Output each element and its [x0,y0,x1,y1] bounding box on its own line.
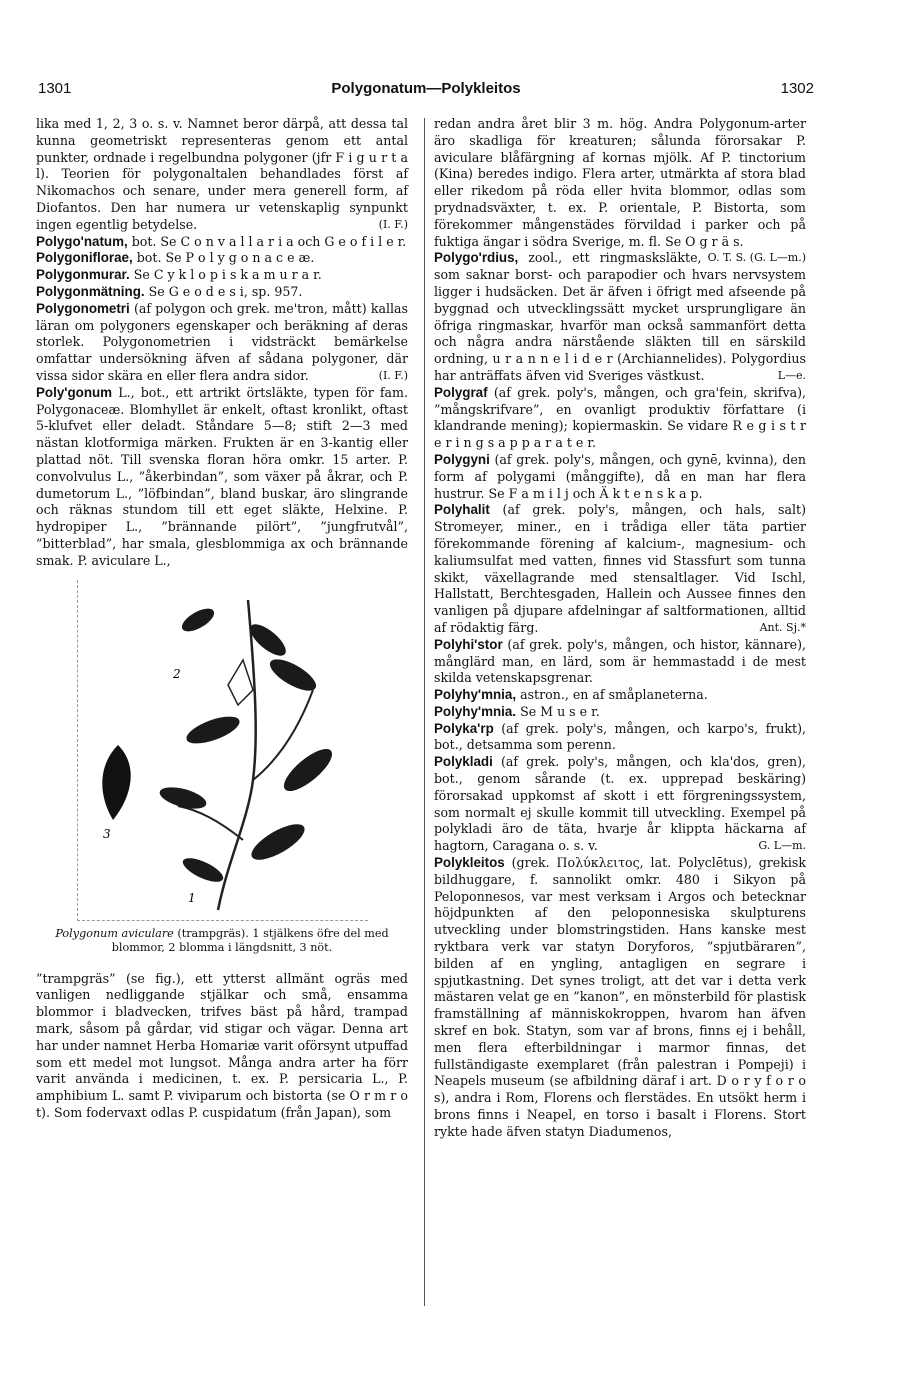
figure-label-2: 2 [172,666,181,681]
entry-text: (af grek. poly's, mången, och histor, kännare), månglärd man, en lärd, som är hemmastadd i de mest skilda vetenskapsgrenar. [434,636,806,686]
entry-polyhistor [434,637,806,687]
entry-text: (af grek. poly's, mången, och gynē, kvinna), den form af polygami (månggifte), då en man har flera hustrur. Se F a m i l j och Ä k t e n s k a p. [434,451,806,501]
column-divider [424,118,425,1306]
page-number-left: 1301 [38,80,72,97]
caption-species: Polygonum aviculare [55,926,174,940]
entry-text: (af grek. poly's, mången, och hals, salt) Stromeyer, miner., en i trådiga eller täta partier förekommande förening af kalcium-, magnesium- och kaliumsulfat med vatten, finnes vid Stassfurt som tunna skikt, växellagrande med stensaltlager. Vid Ischl, Hallstatt, Berchtesgaden, Hallein och Aussee finnes den vanligen på djupare afdelningar af saltformationen, alltid af rödaktig färg. [434,502,806,635]
stem-drawing [218,600,256,910]
right-column [434,116,806,1141]
entry-text: (af grek. poly's, mången, och kla'dos, gren), bot., genom sårande (t. ex. upprepad beskäring) förorsakad uppkomst af skott i ett förgreningssystem, som normalt ej skulle kommit till utveckling. Exempel på polykladi äro de täta, hvarje år klippta häckarna af hagtorn, Caragana o. s. v. [434,754,806,854]
author-signature: (I. F.) [378,217,408,231]
leaf-shape [246,817,309,866]
headword: Polygoniflorae, [36,250,133,266]
plant-figure [36,580,408,955]
entry-text: (grek. Πολύκλειτος, lat. Polyclētus), grekisk bildhuggare, f. sannolikt omkr. 480 i Sikyon på Peloponnesos, var mest verksam i Argos och betecknar höjdpunkten af den peloponnesiska skulpturens utveckling under blomstringstiden. Hans kanske mest ryktbara verk var statyn Doryforos, ”spjutbäraren”, bilden af en yngling, antagligen en segrare i spjutkastning. Det synes troligt, att det var i detta verk mästaren velat ge en ”kanon”, en mönsterbild för plastisk framställning af människokroppen, hvarom han äfven skref en bok. Statyn, som var af brons, finns ej i behåll, men flera efterbildningar i marmor finnas, det fullständigaste exemplaret (från palestran i Pompeji) i Neapels museum (se afbildning däraf i art. D o r y f o r o s), andra i Rom, Florens och flerstädes. En utsökt herm i brons finns i Neapel, en torso i basalt i Florens. Stort rykte hade äfven statyn Diadumenos, [434,855,806,1139]
figure-label-1: 1 [187,890,196,905]
caption-text: (trampgräs). 1 stjälkens öfre del med blommor, 2 blomma i längdsnitt, 3 nöt. [111,926,389,954]
author-signature: (I. F.) [378,368,408,382]
entry-text: L., bot., ett artrikt örtsläkte, typen för fam. Polygonaceæ. Blomhyllet är enkelt, oftast kronlikt, oftast 5-klufvet eller deladt. Ståndare 5—8; stift 2—3 med nästan klotformiga märken. Frukten är en 3-kantig eller plattad nöt. Till svenska floran höra omkr. 15 arter. P. convolvulus L., ”åkerbindan”, som växer på åkrar, och P. dumetorum L., ”löfbindan”, bland buskar, äro slingrande och räknas stundom till ett eget släkte, Helxine. P. hydropiper L., ”brännande pilört”, ”jungfrutvål”, ”bitterblad”, har smala, glesblommiga ax och brännande smak. P. aviculare L., [36,384,408,568]
page-number-right: 1302 [780,80,814,97]
leaf-shape [179,853,226,886]
entry-text: zool., ett ringmasksläkte, som saknar borst- och parapodier och hvars nervsystem ligger i hudsäcken. Det är äfven i öfrigt med afseende på byggnad och utvecklingssätt mycket ursprungligare än öfriga ringmaskar, hvarför man också sammanfört detta och några andra närstående släkten till en särskild ordning, u r a n n e l i d e r (Archiannelides). Polygordius har anträffats äfven vid Sveriges västkust. [434,250,806,383]
leaf-shape [183,711,242,749]
left-column [36,116,408,1122]
headword: Polygonmurar. [36,267,130,283]
entry-polyhymnia [434,704,806,721]
headword: Polyhy'mnia. [434,703,517,719]
leaf-shape [265,653,320,696]
headword: Polyka'rp [434,720,494,736]
entry-text: ”trampgräs” (se fig.), ett ytterst allmänt ogräs med vanligen nedliggande stjälkar och små, ensamma blommor i bladvecken, trifves bäst på hård, trampad mark, såsom på gårdar, vid stigar och vägar. Denna art har under namnet Herba Homariæ varit oförsynt utpuffad som ett medel mot lungsot. Många andra arter ha förr varit använda i medicinen, t. ex. P. persicaria L., P. amphibium L. samt P. viviparum och bistorta (se O r m r o t). Som fodervaxt odlas P. cuspidatum (från Japan), som [36,970,408,1120]
author-signature: O. T. S. (G. L—m.) [707,251,806,265]
nut-drawing [102,745,130,820]
entry-polygonatum [36,234,408,251]
entry-text: (af grek. poly's, mången, och gra'fein, skrifva), ”mångskrifvare”, en ovanligt produktiv författare (i klandrande mening); kopiermaskin. Se vidare R e g i s t r e r i n g s a p p a r a t e r. [434,384,806,451]
entry-polygordius [434,250,806,384]
entry-text: Se G e o d e s i, sp. 957. [144,283,303,299]
entry-text: Se C y k l o p i s k a m u r a r. [129,267,322,283]
entry-polygonum-continued [36,971,408,1122]
entry-text: redan andra året blir 3 m. hög. Andra Polygonum-arter äro skadliga för kreaturen; sålunda förorsakar P. aviculare blåfärgning af kornas mjölk. Af P. tinctorium (Kina) beredes indigo. Flera arter, utmärkta af stora blad eller rikedom på röda eller hvita blommor, odlas som prydnadsväxter, t. ex. P. orientale, P. Bistorta, som förekommer mångenstädes förvildad i parker och på fuktiga ängar i södra Sverige, m. fl. Se O g r ä s. [434,116,806,249]
entry-polygonometri [36,301,408,385]
leaf-shape [157,783,208,813]
page-header [38,80,814,102]
headword: Poly'gonum [36,384,113,400]
branch-drawing [178,806,243,840]
entry-text: bot. Se P o l y g o n a c e æ. [132,250,315,266]
entry-text: lika med 1, 2, 3 o. s. v. Namnet beror därpå, att dessa tal kunna geometriskt representeras genom ett antal punkter, ordnade i regelbundna polygoner (jfr F i g u r t a l). Teorien för polygonaltalen behandlades först af Nikomachos och senare, under mera generell form, af Diofantos. Den har numera ur vetenskaplig synpunkt ingen egentlig betydelse. [36,116,408,232]
entry-polygonaltal-continued [36,116,408,234]
polygonum-illustration [78,580,368,920]
entry-polykleitos [434,855,806,1141]
headword: Polygraf [434,384,488,400]
author-signature: L—e. [777,368,806,382]
entry-polygyni [434,452,806,502]
figure-caption [50,927,394,955]
headword: Polygo'rdius, [434,250,519,266]
entry-polykarp [434,721,806,755]
leaf-shape [277,742,337,797]
headword: Polygonmätning. [36,283,145,299]
headword: Polygyni [434,451,490,467]
headword: Polygo'natum, [36,233,128,249]
entry-polykladi [434,754,806,855]
author-signature: G. L—m. [758,839,806,853]
entry-text: Se M u s e r. [516,703,600,719]
figure-illustration [77,580,368,921]
headword: Polygonometri [36,300,130,316]
entry-polygonum [36,385,408,570]
entry-polygoniflorae [36,250,408,267]
running-head: Polygonatum—Polykleitos [331,80,521,97]
entry-polygonmurar [36,267,408,284]
entry-polyhymnia-astron [434,687,806,704]
entry-polyhalit [434,502,806,636]
flower-section-drawing [228,660,253,705]
entry-text: astron., en af småplaneterna. [516,687,708,703]
figure-label-3: 3 [102,826,111,841]
author-signature: Ant. Sj.* [759,620,806,634]
entry-text: (af grek. poly's, mången, och karpo's, frukt), bot., detsamma som perenn. [434,720,806,753]
leaf-shape [178,604,217,636]
headword: Polykladi [434,754,493,770]
entry-text: (af polygon och grek. me'tron, mått) kallas läran om polygoners egenskaper och beräkning af deras storlek. Polygonometrien i vidsträckt bemärkelse omfattar undersökning äfven af sådana polygoner, där vissa sidor skära en eller flera andra sidor. [36,300,408,383]
headword: Polykleitos [434,855,505,871]
entry-polygraf [434,385,806,452]
entry-polygonmatning [36,284,408,301]
headword: Polyhalit [434,502,490,518]
entry-text: bot. Se C o n v a l l a r i a och G e o f i l e r. [127,233,407,249]
headword: Polyhy'mnia, [434,687,517,703]
headword: Polyhi'stor [434,636,503,652]
